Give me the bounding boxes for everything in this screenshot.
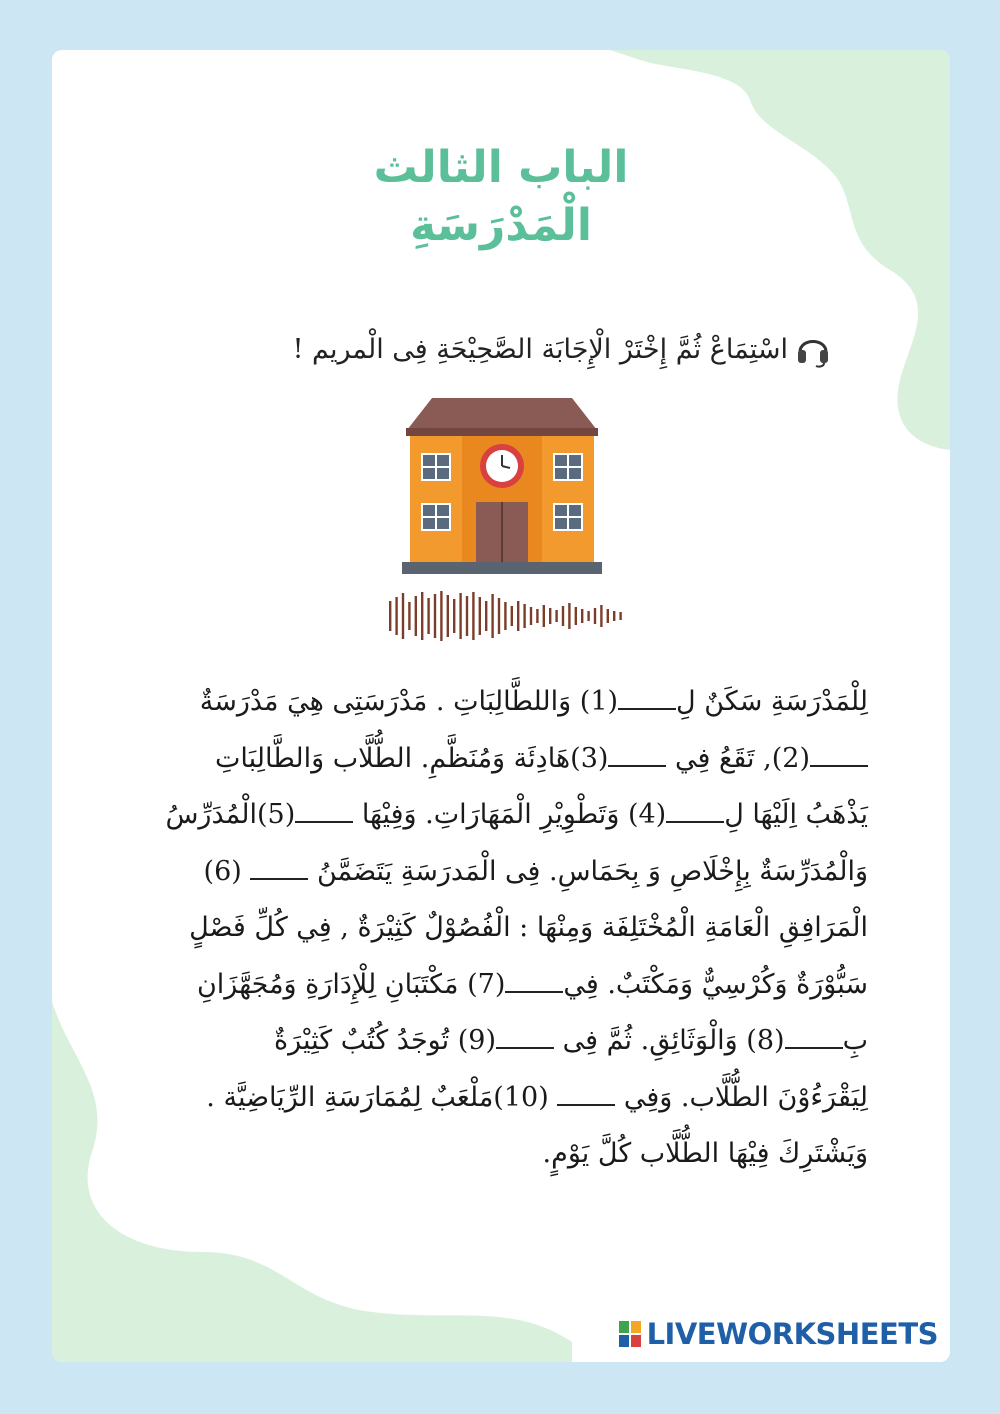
passage-text: (10)مَلْعَبٌ لِمُمَارَسَةِ الرِّيَاضِيَّة . xyxy=(206,1081,558,1113)
chapter-title: الباب الثالث xyxy=(373,142,629,193)
worksheet-page xyxy=(52,50,950,1362)
passage-line xyxy=(148,731,868,788)
waveform-bar xyxy=(491,594,493,638)
waveform-bar xyxy=(607,609,609,623)
waveform-bar xyxy=(485,601,487,631)
waveform-bar xyxy=(453,599,455,633)
lesson-title: الْمَدْرَسَةِ xyxy=(410,200,592,251)
passage-line xyxy=(148,957,868,1014)
passage-text: لِلْمَدْرَسَةِ سَكَنٌ لِ xyxy=(676,686,868,717)
waveform-bar xyxy=(549,608,551,624)
waveform-bar xyxy=(568,603,570,629)
passage-text: سَبُّوْرَةٌ وَكُرْسِيٌّ وَمَكْتَبٌ. فِي xyxy=(563,968,868,1000)
passage-line xyxy=(148,674,868,731)
waveform-bar xyxy=(600,605,602,627)
passage-text: (3)هَادِئَة وَمُنَظَّمِ. الطُّلَّاب وَالطَّالِبَاتِ xyxy=(215,742,609,774)
passage-text: (1) وَاللطَّالِبَاتِ . مَدْرَسَتِى هِيَ مَدْرَسَةٌ xyxy=(199,686,619,717)
waveform-bar xyxy=(408,602,410,630)
waveform-bar xyxy=(440,591,442,641)
waveform-bar xyxy=(594,608,596,624)
waveform-bar xyxy=(619,612,621,620)
answer-blank[interactable] xyxy=(608,741,666,767)
liveworksheets-footer xyxy=(619,1314,938,1354)
waveform-bar xyxy=(466,596,468,636)
waveform-bar xyxy=(504,602,506,630)
passage-line xyxy=(148,1013,868,1070)
passage-line xyxy=(148,787,868,844)
waveform-bar xyxy=(587,611,589,621)
waveform-bar xyxy=(581,609,583,623)
waveform-bar xyxy=(511,606,513,626)
answer-blank[interactable] xyxy=(666,797,724,823)
passage-text: الْمَرَافِقِ الْعَامَةِ الْمُخْتَلِفَة وَمِنْهَا : الْفُصُوْلٌ كَثِيْرَةٌ , فِي كُلِّ فَصْلٍ xyxy=(189,912,868,943)
waveform-bar xyxy=(562,606,564,626)
answer-blank[interactable] xyxy=(785,1023,843,1049)
answer-blank[interactable] xyxy=(618,684,676,710)
waveform-bar xyxy=(447,595,449,637)
waveform-bar xyxy=(498,598,500,634)
passage-line xyxy=(148,844,868,901)
waveform-bar xyxy=(555,610,557,622)
audio-player-waveform[interactable] xyxy=(387,590,632,642)
waveform-bar xyxy=(421,592,423,640)
answer-blank[interactable] xyxy=(496,1023,554,1049)
brand-name: LIVEWORKSHEETS xyxy=(646,1317,938,1351)
waveform-bar xyxy=(543,605,545,627)
school-building-illustration xyxy=(402,398,602,576)
passage-text: بِ xyxy=(842,1025,868,1056)
passage-line xyxy=(148,1070,868,1127)
waveform-bar xyxy=(402,593,404,639)
passage-text: (9) تُوجَدُ كُتُبٌ كَثِيْرَةٌ xyxy=(273,1025,496,1056)
passage-line xyxy=(148,1126,868,1183)
passage-text: وَالْمُدَرِّسَةٌ بِإِخْلَاصِ وَ بِحَمَاسِ. فِى الْمَدرَسَةِ يَتَضَمَّنُ xyxy=(308,855,868,887)
waveform-bar xyxy=(415,596,417,636)
passage-text: (2), تَقَعُ فِي xyxy=(666,742,810,774)
waveform-bar xyxy=(427,598,429,634)
waveform-bar xyxy=(389,601,391,631)
waveform-bar xyxy=(575,607,577,625)
waveform-bar xyxy=(472,592,474,640)
waveform-bar xyxy=(530,607,532,625)
waveform-bar xyxy=(479,597,481,635)
answer-blank[interactable] xyxy=(557,1080,615,1106)
passage-text: يَذْهَبُ اِلَيْهَا لِ xyxy=(724,799,868,830)
waveform-bar xyxy=(613,611,615,621)
headphones-icon xyxy=(796,330,830,368)
fill-in-passage xyxy=(148,674,868,1183)
passage-line xyxy=(148,900,868,957)
passage-text: لِيَقْرَءُوْنَ الطُّلَّاب. وَفِي xyxy=(615,1081,868,1113)
waveform-bar xyxy=(434,594,436,638)
waveform-bar xyxy=(395,597,397,635)
instruction-row xyxy=(293,330,830,368)
answer-blank[interactable] xyxy=(505,967,563,993)
passage-text: (6) xyxy=(203,855,251,887)
answer-blank[interactable] xyxy=(810,741,868,767)
waveform-bar xyxy=(523,604,525,628)
liveworksheets-logo-icon xyxy=(619,1321,641,1347)
waveform-bar xyxy=(517,601,519,631)
instruction-text: اسْتِمَاعْ ثُمَّ إِخْتَرْ الْإِجَابَة الصَّحِيْحَةِ فِى الْمريم ! xyxy=(292,333,788,365)
waveform-bar xyxy=(536,609,538,623)
passage-text: (5)الْمُدَرِّسُ xyxy=(165,799,296,830)
waveform-bar xyxy=(459,593,461,639)
passage-text: (8) وَالْوَثَائِقِ. ثُمَّ فِى xyxy=(554,1025,785,1056)
passage-text: (4) وَتَطْوِيْرِ الْمَهَارَاتِ. وَفِيْهَا xyxy=(353,799,667,830)
passage-text: وَيَشْتَرِكَ فِيْهَا الطُّلَّاب كُلَّ يَوْمٍ. xyxy=(542,1138,868,1169)
answer-blank[interactable] xyxy=(295,797,353,823)
passage-text: (7) مَكْتَبَانِ لِلْإِدَارَةِ وَمُجَهَّزَانِ xyxy=(196,968,506,1000)
answer-blank[interactable] xyxy=(250,854,308,880)
